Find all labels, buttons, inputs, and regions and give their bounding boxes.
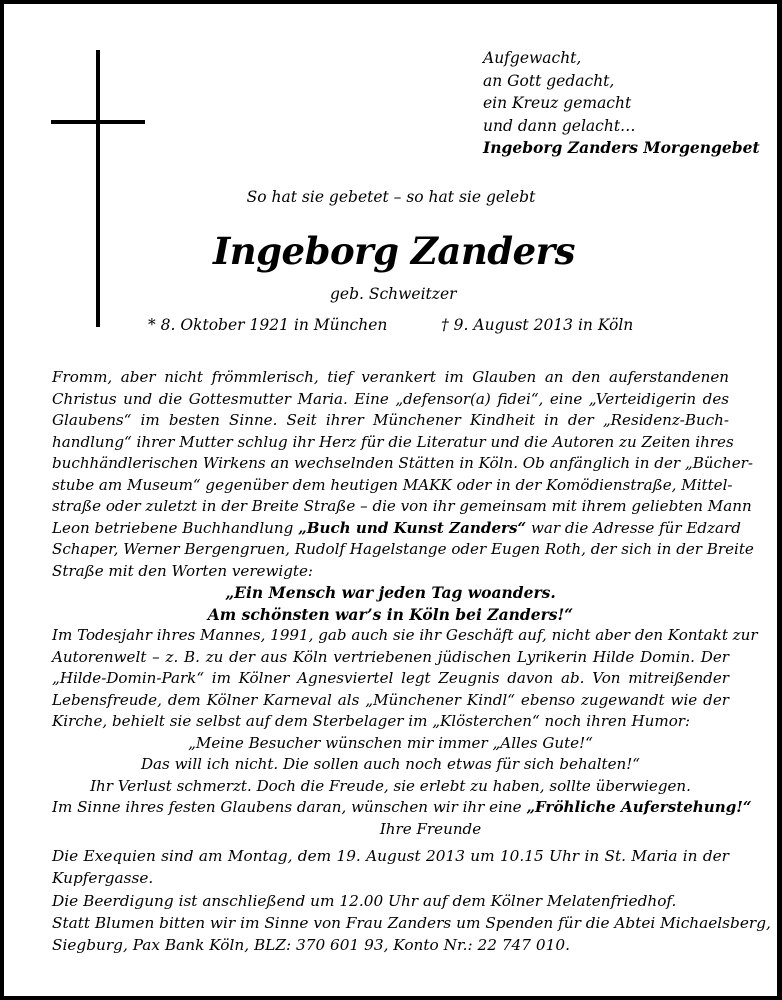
humor-quote-line: „Meine Besucher wünschen mir immer „Alles Gute!“ xyxy=(188,733,593,752)
bio-line: Autorenwelt – z. B. zu der aus Köln vertriebenen jüdischen Lyrikerin Hilde Domin. Der xyxy=(52,647,729,666)
bio-line: Straße mit den Worten verewigte: xyxy=(52,561,313,580)
bookshop-name: „Buch und Kunst Zanders“ xyxy=(298,518,527,537)
bio-text: Leon betriebene Buchhandlung xyxy=(52,518,294,537)
funeral-line: Statt Blumen bitten wir im Sinne von Frau Zanders um Spenden für die Abtei Michaelsberg, xyxy=(52,913,771,932)
bio-line: „Hilde-Domin-Park“ im Kölner Agnesviertel legt Zeugnis davon ab. Von mitreißender xyxy=(52,669,729,687)
bio-line-bookshop xyxy=(52,518,741,540)
funeral-details xyxy=(52,845,771,956)
morning-prayer-poem xyxy=(483,47,760,160)
birth-date: * 8. Oktober 1921 in München xyxy=(148,316,388,334)
deceased-name xyxy=(0,228,782,274)
bio-line: buchhändlerischen Wirkens an wechselnden Stätten in Köln. Ob anfänglich in der „Bücher- xyxy=(52,454,753,472)
poem-line: und dann gelacht… xyxy=(483,116,636,135)
funeral-line: Die Exequien sind am Montag, dem 19. August 2013 um 10.15 Uhr in St. Maria in der xyxy=(52,847,729,865)
funeral-line: Die Beerdigung ist anschließend um 12.00 Uhr auf dem Kölner Melatenfriedhof. xyxy=(52,891,677,910)
bio-line: straße oder zuletzt in der Breite Straße – die von ihr gemeinsam mit ihrem geliebten Mann xyxy=(52,497,752,515)
bio-line: handlung“ ihrer Mutter schlug ihr Herz für die Literatur und die Autoren zu Zeiten ihres xyxy=(52,432,734,451)
death-date: † 9. August 2013 in Köln xyxy=(441,316,634,334)
bio-line: Christus und die Gottesmutter Maria. Eine „defensor(a) fidei“, eine „Verteidigerin des xyxy=(52,389,729,408)
humor-quote-line: Das will ich nicht. Die sollen auch noch etwas für sich behalten!“ xyxy=(140,755,641,773)
faith-line xyxy=(52,797,752,819)
motto-text: So hat sie gebetet – so hat sie gelebt xyxy=(246,188,536,206)
motto xyxy=(0,186,782,208)
roth-quote-line: Am schönsten war’s in Köln bei Zanders!“ xyxy=(207,604,574,624)
funeral-line: Siegburg, Pax Bank Köln, BLZ: 370 601 93, Konto Nr.: 22 747 010. xyxy=(52,936,570,955)
deceased-name-text: Ingeborg Zanders xyxy=(212,229,576,273)
bio-line: Lebensfreude, dem Kölner Karneval als „Münchener Kindl“ ebenso zugewandt wie der xyxy=(52,690,729,709)
resurrection-wish: „Fröhliche Auferstehung!“ xyxy=(526,798,752,816)
signoff: Ihre Freunde xyxy=(379,819,482,838)
bio-line: Schaper, Werner Bergengruen, Rudolf Hagelstange oder Eugen Roth, der sich in der Breite xyxy=(52,540,754,558)
roth-quote-line: „Ein Mensch war jeden Tag woanders. xyxy=(225,583,556,602)
bio-line: Kirche, behielt sie selbst auf dem Sterbelager im „Klösterchen“ noch ihren Humor: xyxy=(52,712,691,730)
biography xyxy=(52,367,758,840)
faith-text: Im Sinne ihres festen Glaubens daran, wünschen wir ihr eine xyxy=(52,798,522,816)
bio-line: Glaubens“ im besten Sinne. Seit ihrer Münchener Kindheit in der „Residenz-Buch- xyxy=(52,411,729,429)
bio-text: war die Adresse für Edzard xyxy=(531,518,741,537)
bio-line: Fromm, aber nicht frömmlerisch, tief verankert im Glauben an den auferstandenen xyxy=(52,368,729,386)
cross-icon-bar xyxy=(51,120,145,124)
poem-line: ein Kreuz gemacht xyxy=(483,94,632,112)
bio-line: stube am Museum“ gegenüber dem heutigen MAKK oder in der Komödienstraße, Mittel- xyxy=(52,475,733,494)
poem-source: Ingeborg Zanders Morgengebet xyxy=(483,138,760,157)
loss-line: Ihr Verlust schmerzt. Doch die Freude, sie erlebt zu haben, sollte überwiegen. xyxy=(90,776,691,795)
funeral-line: Kupfergasse. xyxy=(52,869,154,888)
birth-name: geb. Schweitzer xyxy=(330,285,457,303)
poem-line: an Gott gedacht, xyxy=(483,71,615,90)
bio-line: Im Todesjahr ihres Mannes, 1991, gab auch sie ihr Geschäft auf, nicht aber den Kontakt zur xyxy=(52,626,758,644)
poem-line: Aufgewacht, xyxy=(483,49,582,67)
